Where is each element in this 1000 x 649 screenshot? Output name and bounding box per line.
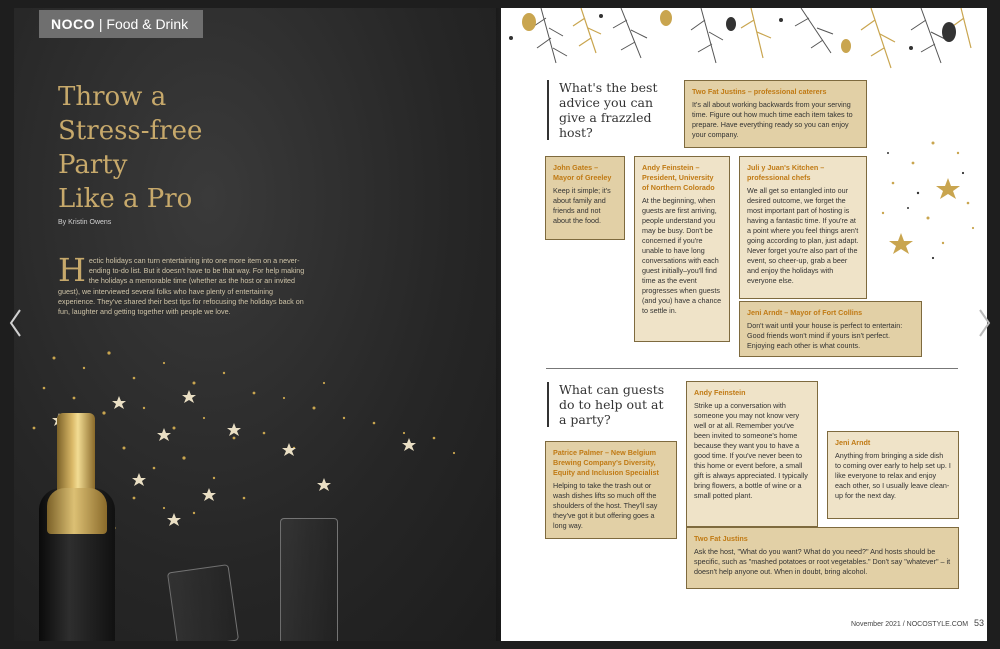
prev-page-button[interactable] <box>8 308 22 338</box>
tip-author: Jeni Arndt – Mayor of Fort Collins <box>747 308 863 317</box>
byline: By Kristin Owens <box>58 219 112 226</box>
tip-box <box>686 381 818 527</box>
bottle-foil <box>47 488 107 534</box>
page-number: 53 <box>974 618 985 628</box>
tip-box <box>827 431 959 519</box>
section-tab <box>39 10 203 38</box>
tip-text: Strike up a conversation with someone you may not know very well or at all. Remember you've been invited to someone's home because they want you to have a good time. If you've never been to this home or event before, a small gift is always appreciated. I typically bring flowers, a bottle of wine or a small potted plant. <box>694 401 808 500</box>
tip-author: Patrice Palmer – New Belgium Brewing Company's Diversity, Equity and Inclusion Specialist <box>553 448 659 477</box>
bottle-neck <box>57 413 95 493</box>
title-line: Throw a <box>58 82 167 112</box>
drop-cap: H <box>58 251 86 289</box>
tip-box <box>684 80 867 148</box>
next-page-button[interactable] <box>978 308 992 338</box>
tip-text: Don't wait until your house is perfect to entertain: Good friends won't mind if yours isn't perfect. Enjoying each other is what counts. <box>747 321 903 350</box>
title-line: Stress-free <box>58 116 203 146</box>
intro-text: ectic holidays can turn entertaining into one more item on a never-ending to-do list. But it doesn't have to be that way. For help making the holidays a memorable time (whether as the host or an invited guest), we interviewed several folks who have plenty of entertaining experience. They've shared their best tips for refocusing the holidays back on fun, laughter and getting together with people we love. <box>58 256 305 317</box>
tip-box <box>545 156 625 240</box>
intro-paragraph <box>58 251 308 317</box>
chevron-right-icon <box>978 308 992 338</box>
tip-text: Ask the host, "What do you want? What do you need?" And hosts should be specific, such as "mashed potatoes or root vegetables." Don't say "whatever" – it doesn't help anyone out. When in doubt, bring alcohol. <box>694 547 951 576</box>
champagne-glass <box>280 518 338 641</box>
tip-author: Juli y Juan's Kitchen – professional chefs <box>747 163 825 182</box>
tip-text: Helping to take the trash out or wash dishes lifts so much off the shoulders of the host. They'll say they've got it but offering goes a long way. <box>553 481 658 530</box>
section-label: Food & Drink <box>106 16 189 32</box>
separator: | <box>98 16 103 32</box>
issue-info: November 2021 / NOCOSTYLE.COM <box>851 621 969 628</box>
title-line: Party <box>58 150 128 180</box>
tip-author: Two Fat Justins – professional caterers <box>692 87 827 96</box>
tip-box <box>634 156 730 342</box>
tip-author: Jeni Arndt <box>835 438 871 447</box>
question-heading: What can guests do to help out at a party? <box>547 382 669 427</box>
tip-text: Anything from bringing a side dish to coming over early to help set up. I like everyone to relax and enjoy each other, so I usually leave clean-up for the next day. <box>835 451 951 500</box>
article-title <box>58 80 298 216</box>
right-page <box>501 8 987 641</box>
chevron-left-icon <box>8 308 22 338</box>
tip-author: Two Fat Justins <box>694 534 748 543</box>
tip-text: Keep it simple; it's about family and friends and not about the food. <box>553 186 611 225</box>
tip-box <box>545 441 677 539</box>
title-line: Like a Pro <box>58 184 193 214</box>
sparkle-stars-illustration <box>873 133 983 263</box>
tip-author: Andy Feinstein <box>694 388 746 397</box>
page-footer <box>851 618 984 628</box>
brand-label: NOCO <box>51 16 95 32</box>
section-divider <box>546 368 958 369</box>
tip-text: At the beginning, when guests are first arriving, people understand you may be busy. Don't be concerned if you're unable to have long conversations with each guest initially–you'll find time as the event progresses when guests (and you) have a chance to settle in. <box>642 196 722 315</box>
tip-author: John Gates – Mayor of Greeley <box>553 163 612 182</box>
tip-box <box>686 527 959 589</box>
tip-box <box>739 301 922 357</box>
question-heading: What's the best advice you can give a frazzled host? <box>547 80 669 140</box>
left-page <box>14 8 501 641</box>
tip-text: We all get so entangled into our desired outcome, we forget the most important part of hosting is having a fantastic time. If you're at a point where you feel things aren't going according to plan, just adapt. Never forget you're also part of the event, so cheer-up, grab a beer and enjoy the holidays with everyone else. <box>747 186 859 285</box>
pine-branches-illustration <box>501 8 987 78</box>
tip-text: It's all about working backwards from your serving time. Figure out how much time each item takes to prepare. Have everything ready so you can enjoy your company. <box>692 100 853 139</box>
tip-box <box>739 156 867 299</box>
champagne-glass <box>167 564 239 641</box>
tip-author: Andy Feinstein – President, University of Northern Colorado <box>642 163 715 192</box>
